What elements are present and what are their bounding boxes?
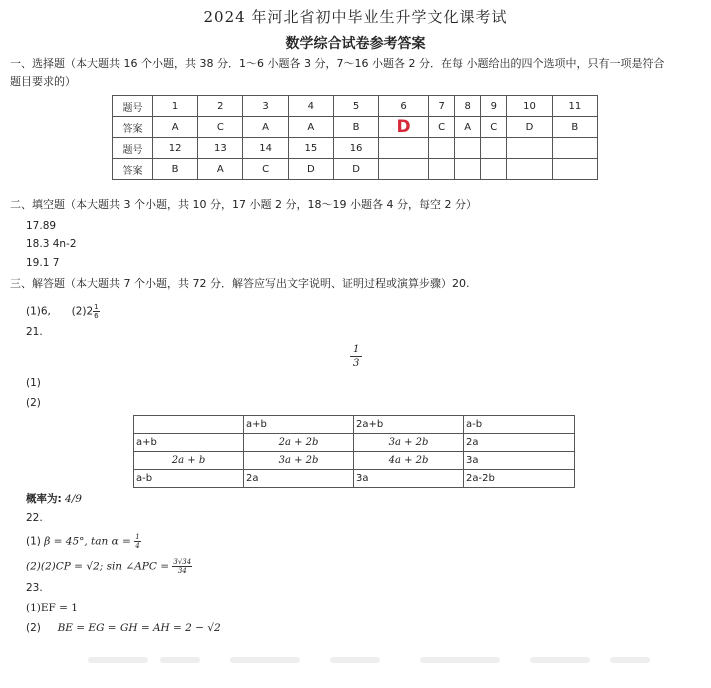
q23-part2-prefix: (2) bbox=[26, 622, 41, 634]
fraction-numerator: 1 bbox=[94, 303, 99, 311]
table-row bbox=[134, 470, 575, 488]
q21-center-fraction bbox=[350, 343, 362, 370]
q21-probability bbox=[26, 491, 82, 506]
table-cell bbox=[428, 138, 454, 159]
table-cell: 4 bbox=[288, 96, 333, 117]
section1-heading-line1: 一、选择题（本大题共 16 个小题，共 38 分．1～6 小题各 3 分，7～16 小题各 2 分．在每 小题给出的四个选项中，只有一项是符合 bbox=[10, 57, 665, 70]
table-cell: 13 bbox=[198, 138, 243, 159]
table-row bbox=[113, 117, 598, 138]
section2-heading: 二、填空题（本大题共 3 个小题，共 10 分，17 小题 2 分，18～19 小题各 4 分，每空 2 分） bbox=[10, 198, 477, 211]
table-cell bbox=[134, 416, 244, 434]
table-row bbox=[113, 96, 598, 117]
table-cell: 10 bbox=[507, 96, 552, 117]
table-cell: B bbox=[333, 117, 378, 138]
table-cell: 9 bbox=[481, 96, 507, 117]
fraction-denominator: 34 bbox=[177, 567, 187, 575]
table-cell: 12 bbox=[153, 138, 198, 159]
answer-6-handwritten: D bbox=[379, 117, 429, 138]
table-cell: 1 bbox=[153, 96, 198, 117]
table-row bbox=[113, 159, 598, 180]
table-cell: a-b bbox=[464, 416, 575, 434]
q21-part2: (2) bbox=[26, 397, 41, 409]
q23-part1 bbox=[26, 602, 78, 614]
table-cell: a+b bbox=[134, 434, 244, 452]
answer-17: 17.89 bbox=[26, 220, 57, 232]
table-cell: 答案 bbox=[113, 117, 153, 138]
probability-label: 概率为: bbox=[26, 493, 62, 505]
table-cell: 8 bbox=[455, 96, 481, 117]
table-cell: 答案 bbox=[113, 159, 153, 180]
q22-part2-fraction bbox=[172, 558, 192, 575]
document-subtitle: 数学综合试卷参考答案 bbox=[285, 36, 426, 52]
table-cell: A bbox=[243, 117, 288, 138]
table-cell: 16 bbox=[333, 138, 378, 159]
table-cell bbox=[507, 138, 552, 159]
table-cell bbox=[379, 159, 429, 180]
table-cell: 3a + 2b bbox=[244, 452, 354, 470]
scan-blur-mark bbox=[88, 657, 148, 663]
table-cell: C bbox=[428, 117, 454, 138]
q22-part1-fraction bbox=[134, 533, 140, 550]
table-row bbox=[113, 138, 598, 159]
q20-answers bbox=[26, 303, 100, 320]
table-cell: 3a bbox=[464, 452, 575, 470]
table-cell bbox=[507, 159, 552, 180]
table-cell: D bbox=[333, 159, 378, 180]
scan-blur-mark bbox=[330, 657, 380, 663]
table-cell: 2a bbox=[244, 470, 354, 488]
fraction-numerator: 3√34 bbox=[173, 558, 192, 566]
table-cell: D bbox=[288, 159, 333, 180]
table-cell: a-b bbox=[134, 470, 244, 488]
answer-19: 19.1 7 bbox=[26, 257, 60, 269]
fraction-numerator: 1 bbox=[135, 533, 140, 541]
table-cell: 2a+b bbox=[354, 416, 464, 434]
scan-blur-mark bbox=[160, 657, 200, 663]
q22-part1-text: β = 45°, tan α = bbox=[44, 535, 135, 548]
table-row bbox=[134, 416, 575, 434]
table-cell: 5 bbox=[333, 96, 378, 117]
table-cell: 11 bbox=[552, 96, 597, 117]
section1-heading-line2: 题目要求的） bbox=[10, 75, 76, 88]
q23-number: 23. bbox=[26, 582, 43, 594]
table-cell: 2a-2b bbox=[464, 470, 575, 488]
fraction-denominator: 3 bbox=[353, 358, 360, 369]
fraction-numerator: 1 bbox=[350, 343, 362, 357]
table-cell bbox=[552, 159, 597, 180]
table-cell: A bbox=[153, 117, 198, 138]
scan-blur-mark bbox=[230, 657, 300, 663]
table-cell: B bbox=[153, 159, 198, 180]
table-cell: 题号 bbox=[113, 96, 153, 117]
table-cell bbox=[428, 159, 454, 180]
q21-part1: (1) bbox=[26, 377, 41, 389]
q22-part2 bbox=[26, 558, 192, 575]
fraction-denominator: 6 bbox=[94, 312, 99, 320]
table-cell: A bbox=[288, 117, 333, 138]
table-cell: 7 bbox=[428, 96, 454, 117]
table-cell: 2 bbox=[198, 96, 243, 117]
table-cell: 2a + b bbox=[134, 452, 244, 470]
q22-part1-prefix: (1) bbox=[26, 535, 41, 548]
q22-part2-text: (2)(2)CP = √2; sin ∠APC = bbox=[26, 560, 173, 573]
q20-part2: (2)2 bbox=[71, 305, 94, 318]
table-row bbox=[134, 452, 575, 470]
table-cell: 2a + 2b bbox=[244, 434, 354, 452]
scan-blur-mark bbox=[610, 657, 650, 663]
fraction-denominator: 4 bbox=[135, 542, 140, 550]
q23-part2 bbox=[26, 622, 221, 634]
table-cell: 2a bbox=[464, 434, 575, 452]
table-cell: 3 bbox=[243, 96, 288, 117]
table-row bbox=[134, 434, 575, 452]
table-cell: 14 bbox=[243, 138, 288, 159]
q21-outcome-table bbox=[133, 415, 575, 488]
table-cell bbox=[379, 138, 429, 159]
q20-part1: (1)6, bbox=[26, 305, 51, 318]
answer-18: 18.3 4n-2 bbox=[26, 238, 77, 250]
table-cell bbox=[552, 138, 597, 159]
table-cell: A bbox=[455, 117, 481, 138]
table-cell: 3a + 2b bbox=[354, 434, 464, 452]
table-cell bbox=[481, 138, 507, 159]
table-cell: 15 bbox=[288, 138, 333, 159]
table-cell: C bbox=[481, 117, 507, 138]
table-cell bbox=[481, 159, 507, 180]
probability-value: 4/9 bbox=[65, 493, 82, 505]
table-cell: C bbox=[243, 159, 288, 180]
table-cell: D bbox=[507, 117, 552, 138]
q23-part2-text: BE = EG = GH = AH = 2 − √2 bbox=[57, 622, 221, 634]
document-title: 2024 年河北省初中毕业生升学文化课考试 bbox=[203, 8, 508, 26]
section3-heading: 三、解答题（本大题共 7 个小题，共 72 分．解答应写出文字说明、证明过程或演算步骤）20. bbox=[10, 277, 470, 290]
q22-part1 bbox=[26, 533, 141, 550]
q23-part1-text: (1)EF = 1 bbox=[26, 602, 78, 614]
scan-blur-mark bbox=[530, 657, 590, 663]
table-cell: C bbox=[198, 117, 243, 138]
table-cell: 4a + 2b bbox=[354, 452, 464, 470]
choice-answer-table bbox=[112, 95, 598, 180]
q22-number: 22. bbox=[26, 512, 43, 524]
table-cell: 题号 bbox=[113, 138, 153, 159]
table-cell bbox=[455, 138, 481, 159]
table-cell: a+b bbox=[244, 416, 354, 434]
table-cell: 6 bbox=[379, 96, 429, 117]
table-cell: 3a bbox=[354, 470, 464, 488]
q20-fraction bbox=[93, 303, 99, 320]
scan-blur-mark bbox=[420, 657, 500, 663]
table-cell: B bbox=[552, 117, 597, 138]
table-cell: A bbox=[198, 159, 243, 180]
table-cell bbox=[455, 159, 481, 180]
q21-number: 21. bbox=[26, 326, 43, 338]
